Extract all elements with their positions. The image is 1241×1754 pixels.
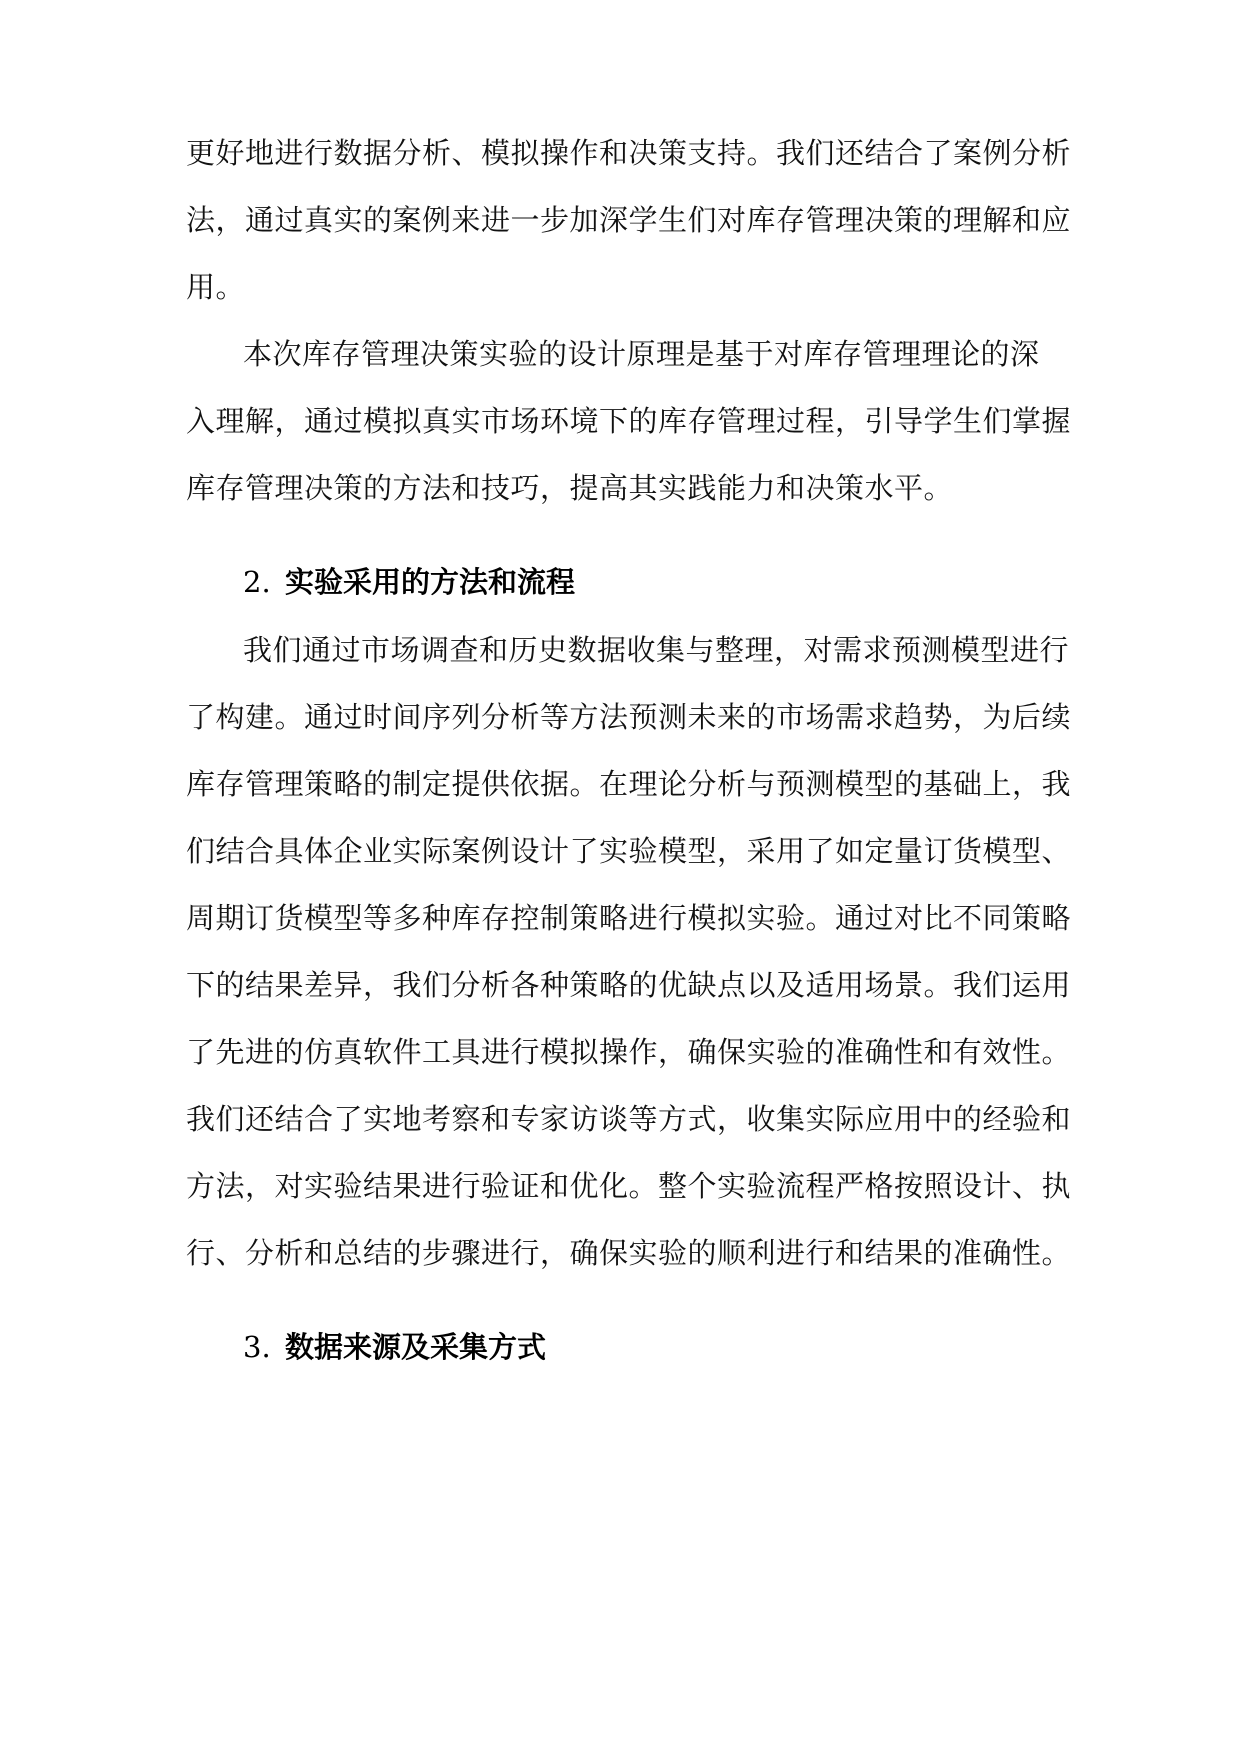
paragraph-3-line-4: 们结合具体企业实际案例设计了实验模型，采用了如定量订货模型、 <box>186 834 1072 868</box>
paragraph-1-line-2: 法，通过真实的案例来进一步加深学生们对库存管理决策的理解和应 <box>186 203 1072 237</box>
section-heading-2-title: 实验采用的方法和流程 <box>285 565 576 599</box>
paragraph-2-line-2: 入理解，通过模拟真实市场环境下的库存管理过程，引导学生们掌握 <box>186 404 1072 438</box>
paragraph-3-line-6: 下的结果差异，我们分析各种策略的优缺点以及适用场景。我们运用 <box>186 968 1072 1002</box>
paragraph-3-line-3: 库存管理策略的制定提供依据。在理论分析与预测模型的基础上，我 <box>186 767 1072 801</box>
paragraph-3-line-9: 方法，对实验结果进行验证和优化。整个实验流程严格按照设计、执 <box>186 1169 1072 1203</box>
section-heading-2 <box>243 562 575 602</box>
paragraph-1-line-1: 更好地进行数据分析、模拟操作和决策支持。我们还结合了案例分析 <box>186 136 1072 170</box>
section-heading-3-number: 3. <box>243 1330 271 1364</box>
paragraph-3-line-1: 我们通过市场调查和历史数据收集与整理，对需求预测模型进行 <box>243 633 1070 667</box>
paragraph-3-line-8: 我们还结合了实地考察和专家访谈等方式，收集实际应用中的经验和 <box>186 1102 1072 1136</box>
section-heading-3-title: 数据来源及采集方式 <box>285 1330 547 1364</box>
paragraph-3-line-10: 行、分析和总结的步骤进行，确保实验的顺利进行和结果的准确性。 <box>186 1236 1072 1270</box>
paragraph-3-line-2: 了构建。通过时间序列分析等方法预测未来的市场需求趋势，为后续 <box>186 700 1072 734</box>
paragraph-2-line-3: 库存管理决策的方法和技巧，提高其实践能力和决策水平。 <box>186 471 954 505</box>
paragraph-2-line-1: 本次库存管理决策实验的设计原理是基于对库存管理理论的深 <box>243 337 1040 371</box>
paragraph-1-line-3: 用。 <box>186 270 246 304</box>
section-heading-2-number: 2. <box>243 565 271 599</box>
section-heading-3 <box>243 1327 546 1367</box>
paragraph-3-line-7: 了先进的仿真软件工具进行模拟操作，确保实验的准确性和有效性。 <box>186 1035 1072 1069</box>
paragraph-3-line-5: 周期订货模型等多种库存控制策略进行模拟实验。通过对比不同策略 <box>186 901 1072 935</box>
